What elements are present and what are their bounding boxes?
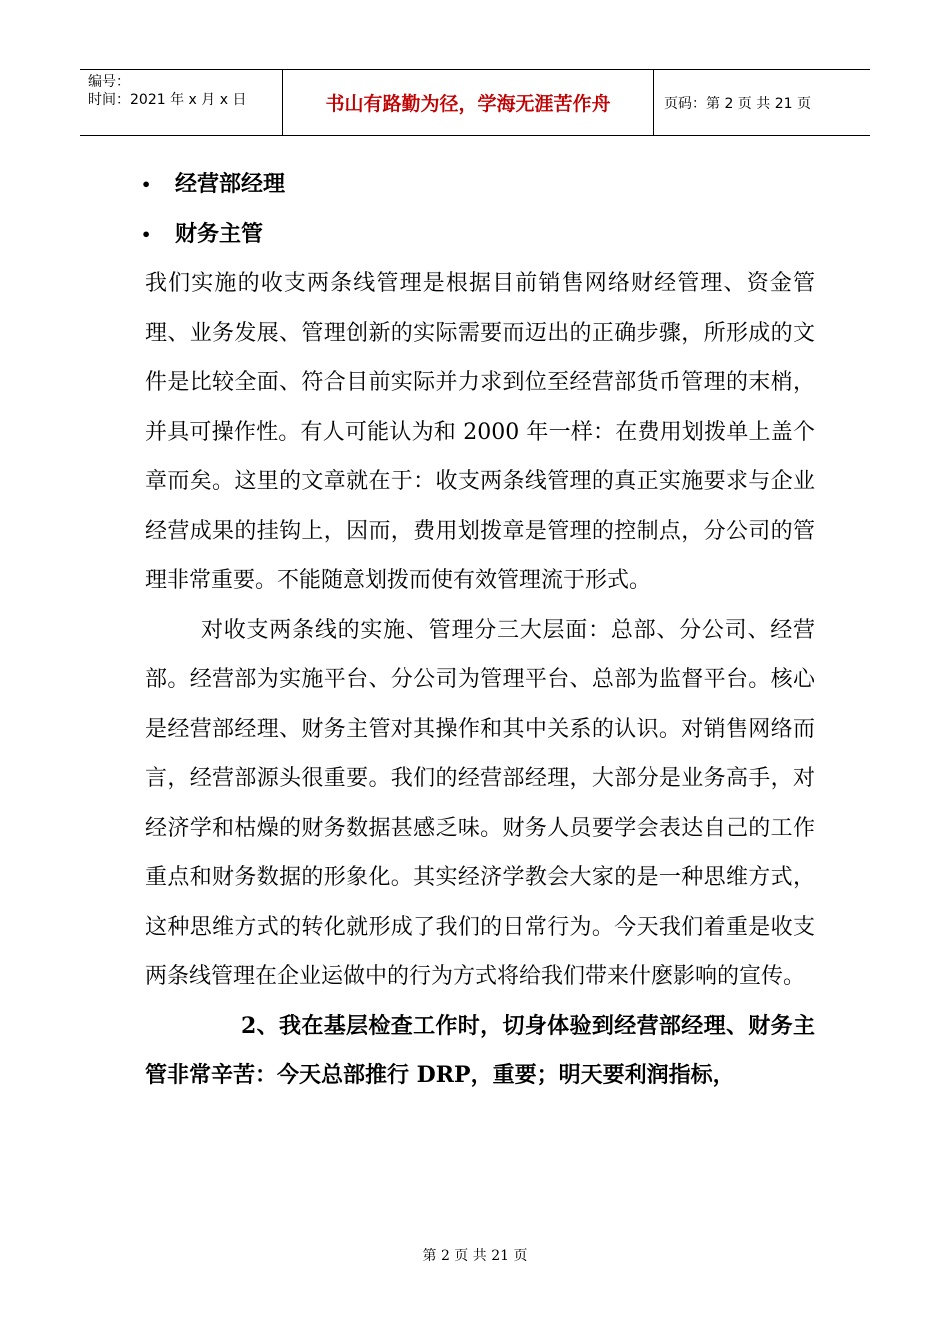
bullet-text: 经营部经理 — [175, 171, 286, 197]
document-number-label: 编号： — [88, 74, 130, 90]
paragraph-1: 我们实施的收支两条线管理是根据目前销售网络财经管理、资金管理、业务发展、管理创新的实际需要而迈出的正确步骤，所形成的文件是比较全面、符合目前实际并力求到位至经营部货币管理的末梢，并具可操作性。有人可能认为和 2000 年一样：在费用划拨单上盖个章而矣。这里的文章就在于：收支两条线管理的真正实施要求与企业经营成果的挂钩上，因而，费用划拨章是管理的控制点，分公司的管理非常重要。不能随意划拨而使有效管理流于形式。 — [145, 271, 815, 593]
bullet-icon: • — [141, 175, 152, 194]
page-footer: 第 2 页 共 21 页 — [422, 1248, 528, 1264]
paragraph-3: 2、我在基层检查工作时，切身体验到经营部经理、财务主管非常辛苦：今天总部推行 DRP，重要；明天要利润指标， — [145, 1012, 815, 1088]
header-meta — [80, 70, 282, 135]
header-page-number: 页码：第 2 页 共 21 页 — [664, 95, 811, 112]
bullet-icon: • — [141, 224, 152, 244]
bullet-text: 财务主管 — [175, 220, 264, 247]
page-header — [80, 69, 870, 136]
document-date-label: 时间：2021 年 x 月 x 日 — [88, 92, 247, 108]
header-motto: 书山有路勤为径，学海无涯苦作舟 — [282, 70, 654, 135]
bullet-item — [141, 210, 815, 260]
bullet-item — [141, 160, 815, 210]
document-body — [141, 160, 815, 1101]
paragraph-2: 对收支两条线的实施、管理分三大层面：总部、分公司、经营部。经营部为实施平台、分公司为管理平台、总部为监督平台。核心是经营部经理、财务主管对其操作和其中关系的认识。对销售网络而言，经营部源头很重要。我们的经营部经理，大部分是业务高手，对经济学和枯燥的财务数据甚感乏味。财务人员要学会表达自己的工作重点和财务数据的形象化。其实经济学教会大家的是一种思维方式，这种思维方式的转化就形成了我们的日常行为。今天我们着重是收支两条线管理在企业运做中的行为方式将给我们带来什麽影响的宣传。 — [145, 617, 815, 989]
